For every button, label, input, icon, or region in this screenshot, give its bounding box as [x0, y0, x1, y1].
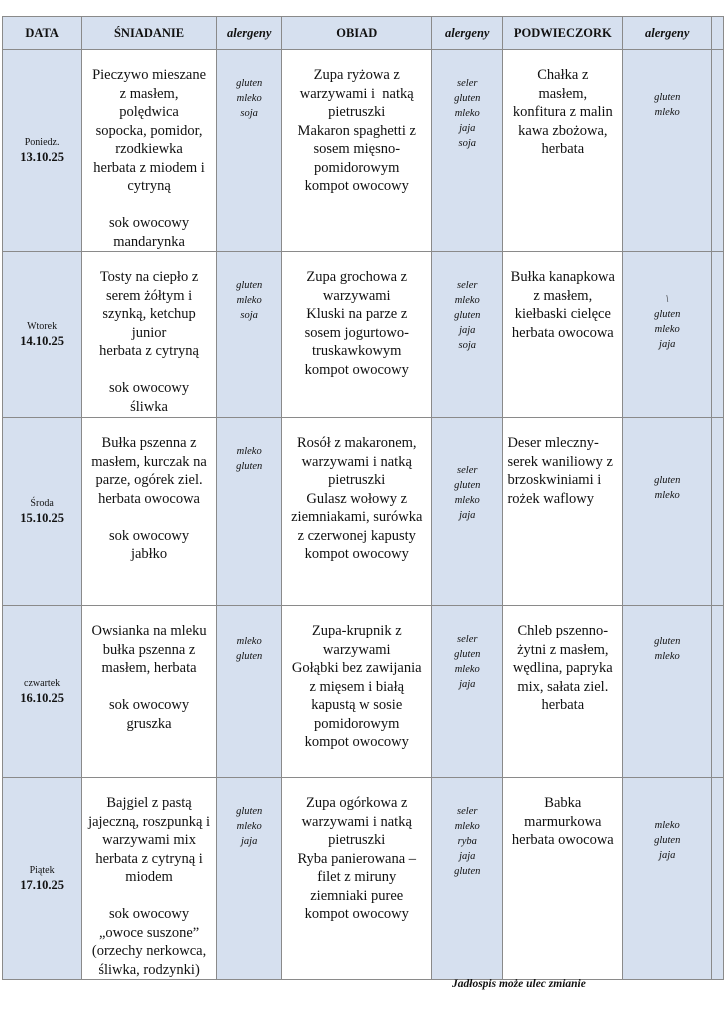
breakfast-allergens-cell: [216, 50, 282, 252]
snack-line: Chałka z: [537, 67, 589, 83]
header-snack-allergens: alergeny: [623, 17, 712, 50]
breakfast-line: Pieczywo mieszane: [92, 67, 207, 83]
breakfast-line: śliwka: [130, 398, 168, 415]
lunch-allergens-line: mleko: [454, 108, 480, 119]
lunch-allergens-line: mleko: [454, 295, 480, 306]
snack-line: z masłem,: [533, 287, 593, 304]
lunch-allergens-cell: [432, 50, 503, 252]
lunch-line: truskawkowym: [312, 343, 402, 359]
breakfast-line: śliwka, rodzynki): [98, 961, 200, 978]
lunch-allergens-line: jaja: [459, 851, 476, 862]
breakfast-allergens-cell: [216, 778, 282, 980]
breakfast-allergens-cell: [216, 252, 282, 418]
snack-line: serek waniliowy z: [507, 453, 613, 470]
snack-cell: [503, 778, 623, 980]
breakfast-line: sok owocowy: [108, 906, 190, 922]
day-name: Środa: [30, 497, 54, 509]
snack-line: herbata: [541, 697, 585, 713]
lunch-allergens-line: soja: [458, 340, 476, 351]
lunch-allergens-line: jaja: [459, 510, 476, 521]
breakfast-line: polędwica: [119, 104, 179, 120]
snack-allergens-cell: [623, 252, 712, 418]
header-extra-column: [712, 17, 724, 50]
breakfast-line: masłem, herbata: [101, 660, 197, 676]
snack-allergens-line: mleko: [654, 820, 680, 831]
lunch-line: Zupa grochowa z: [306, 269, 408, 285]
snack-allergens-line: mleko: [654, 651, 680, 662]
day-name: czwartek: [24, 677, 61, 689]
extra-column-cell: [712, 50, 724, 252]
lunch-line: Ryba panierowana –: [297, 850, 417, 867]
lunch-line: kompot owocowy: [304, 178, 409, 194]
breakfast-allergens-line: gluten: [236, 280, 263, 291]
snack-line: żytni z masłem,: [517, 641, 609, 658]
snack-line: konfitura z malin: [512, 104, 613, 120]
breakfast-allergens-line: gluten: [236, 651, 263, 662]
snack-line: wędlina, papryka: [512, 660, 613, 676]
lunch-line: kompot owocowy: [304, 546, 409, 562]
lunch-allergens-line: ryba: [457, 836, 477, 847]
breakfast-line: sok owocowy: [108, 697, 190, 713]
header-row: [3, 17, 724, 50]
extra-column-cell: [712, 778, 724, 980]
lunch-allergens-line: gluten: [454, 93, 481, 104]
header-lunch-allergens: alergeny: [432, 17, 503, 50]
snack-line: Bułka kanapkowa: [510, 269, 615, 285]
lunch-allergens-line: mleko: [454, 821, 480, 832]
lunch-line: ziemniaki puree: [310, 887, 404, 904]
day-name: Piątek: [29, 864, 55, 876]
snack-allergens-line: gluten: [654, 92, 681, 103]
breakfast-line: [82, 508, 216, 527]
breakfast-allergens-line: mleko: [236, 636, 262, 647]
lunch-line: warzywami: [322, 287, 391, 304]
lunch-line: Gulasz wołowy z: [306, 490, 408, 507]
header-breakfast-allergens: alergeny: [216, 17, 282, 50]
lunch-allergens-line: gluten: [454, 480, 481, 491]
breakfast-allergens-line: gluten: [236, 78, 263, 89]
snack-allergens-line: gluten: [654, 636, 681, 647]
snack-allergens-line: jaja: [659, 339, 676, 350]
lunch-allergens-cell: [432, 252, 503, 418]
lunch-line: z czerwonej kapusty: [297, 527, 416, 544]
breakfast-line: herbata z cytryną: [99, 343, 199, 359]
snack-allergens-line: gluten: [654, 475, 681, 486]
day-date: 15.10.25: [20, 510, 64, 525]
menu-change-note: Jadłospis może ulec zmianie: [452, 978, 586, 990]
snack-line: masłem,: [538, 85, 588, 102]
lunch-line: Makaron spaghetti z: [297, 122, 416, 139]
day-date: 17.10.25: [20, 877, 64, 892]
breakfast-allergens-line: jaja: [241, 836, 258, 847]
lunch-allergens-line: gluten: [454, 310, 481, 321]
lunch-allergens-line: seler: [457, 806, 478, 817]
breakfast-line: gruszka: [126, 715, 172, 732]
breakfast-allergens-line: soja: [240, 108, 258, 119]
breakfast-line: mandarynka: [113, 233, 185, 250]
lunch-line: pietruszki: [328, 832, 386, 848]
lunch-cell: [282, 50, 432, 252]
snack-allergens-line: gluten: [654, 835, 681, 846]
breakfast-cell: [82, 252, 217, 418]
snack-allergens-cell: [623, 50, 712, 252]
lunch-allergens-cell: [432, 606, 503, 778]
breakfast-line: Tosty na ciepło z: [99, 269, 199, 285]
lunch-allergens-cell: [432, 418, 503, 606]
breakfast-allergens-line: mleko: [236, 93, 262, 104]
extra-column-cell: [712, 606, 724, 778]
lunch-allergens-line: soja: [458, 138, 476, 149]
day-cell: [3, 418, 82, 606]
snack-line: rożek waflowy: [507, 490, 594, 507]
snack-cell: [503, 50, 623, 252]
snack-allergens-cell: [623, 606, 712, 778]
lunch-allergens-line: jaja: [459, 325, 476, 336]
breakfast-line: sopocka, pomidor,: [95, 122, 203, 139]
breakfast-cell: [82, 606, 217, 778]
breakfast-line: sok owocowy: [108, 527, 190, 544]
weekly-menu-table: [2, 16, 724, 980]
lunch-cell: [282, 418, 432, 606]
breakfast-line: jajeczną, roszpunką i: [88, 813, 211, 830]
breakfast-line: [82, 678, 216, 697]
breakfast-allergens-cell: [216, 606, 282, 778]
lunch-allergens-line: jaja: [459, 123, 476, 134]
lunch-line: ziemniakami, surówka: [291, 509, 423, 525]
lunch-line: warzywami i natką: [301, 453, 412, 470]
lunch-line: Gołąbki bez zawijania: [291, 660, 422, 676]
breakfast-line: rzodkiewka: [115, 141, 183, 157]
day-date: 16.10.25: [20, 690, 64, 705]
lunch-line: Kluski na parze z: [306, 306, 408, 322]
breakfast-allergens-cell: [216, 418, 282, 606]
breakfast-allergens-line: mleko: [236, 821, 262, 832]
breakfast-allergens-line: gluten: [236, 806, 263, 817]
snack-line: herbata owocowa: [511, 324, 614, 341]
breakfast-line: masłem, kurczak na: [91, 453, 207, 470]
snack-cell: [503, 418, 623, 606]
breakfast-line: herbata z miodem i: [93, 159, 205, 176]
breakfast-line: miodem: [125, 869, 173, 885]
lunch-line: Zupa ogórkowa z: [306, 795, 408, 811]
lunch-line: warzywami i natką: [301, 813, 412, 830]
day-cell: [3, 778, 82, 980]
lunch-line: kompot owocowy: [304, 361, 409, 378]
lunch-cell: [282, 606, 432, 778]
lunch-line: sosem jogurtowo-: [304, 324, 409, 341]
day-cell: [3, 252, 82, 418]
lunch-line: pomidorowym: [314, 715, 400, 732]
breakfast-line: „owoce suszone”: [98, 924, 200, 941]
breakfast-allergens-line: mleko: [236, 295, 262, 306]
breakfast-line: (orzechy nerkowca,: [91, 943, 207, 959]
lunch-line: z mięsem i białą: [309, 678, 405, 695]
lunch-line: Rosół z makaronem,: [296, 435, 417, 451]
breakfast-line: sok owocowy: [108, 215, 190, 231]
snack-line: Chleb pszenno-: [517, 623, 609, 639]
breakfast-line: szynką, ketchup: [102, 306, 196, 322]
header-snack: PODWIECZORK: [503, 17, 623, 50]
breakfast-cell: [82, 50, 217, 252]
snack-line: kawa zbożowa,: [518, 122, 608, 139]
lunch-line: warzywami: [322, 641, 391, 658]
breakfast-allergens-line: gluten: [236, 461, 263, 472]
extra-column-cell: [712, 252, 724, 418]
lunch-allergens-line: seler: [457, 78, 478, 89]
breakfast-line: [82, 196, 216, 215]
day-row: [3, 606, 724, 778]
breakfast-line: warzywami mix: [102, 832, 196, 848]
breakfast-line: Owsianka na mleku: [91, 623, 207, 639]
breakfast-line: herbata owocowa: [98, 490, 200, 507]
snack-line: herbata: [541, 141, 585, 157]
day-row: [3, 418, 724, 606]
day-row: [3, 252, 724, 418]
breakfast-line: Bajgiel z pastą: [106, 795, 192, 811]
lunch-allergens-line: seler: [457, 280, 478, 291]
breakfast-line: [82, 361, 216, 380]
snack-cell: [503, 606, 623, 778]
breakfast-line: junior: [131, 324, 167, 341]
lunch-line: filet z miruny: [317, 869, 397, 885]
header-date: DATA: [3, 17, 82, 50]
lunch-cell: [282, 252, 432, 418]
snack-allergens-cell: [623, 778, 712, 980]
day-date: 13.10.25: [20, 149, 64, 164]
snack-allergens-line: mleko: [654, 107, 680, 118]
day-date: 14.10.25: [20, 333, 64, 348]
header-lunch: OBIAD: [282, 17, 432, 50]
day-name: Wtorek: [27, 320, 58, 332]
day-row: [3, 778, 724, 980]
lunch-line: Zupa-krupnik z: [311, 623, 402, 639]
lunch-allergens-line: gluten: [454, 866, 481, 877]
breakfast-line: jabłko: [130, 546, 168, 562]
lunch-line: kapustą w sosie: [311, 697, 403, 713]
lunch-line: Zupa ryżowa z: [313, 67, 400, 83]
breakfast-line: Bułka pszenna z: [101, 435, 197, 451]
lunch-allergens-line: gluten: [454, 649, 481, 660]
snack-line: herbata owocowa: [511, 832, 614, 848]
breakfast-cell: [82, 418, 217, 606]
snack-line: marmurkowa: [524, 813, 602, 830]
breakfast-line: parze, ogórek ziel.: [95, 472, 203, 488]
lunch-line: kompot owocowy: [304, 906, 409, 922]
breakfast-line: cytryną: [127, 178, 171, 194]
lunch-line: warzywami i natką: [299, 85, 414, 102]
snack-allergens-line: mleko: [654, 490, 680, 501]
header-breakfast: ŚNIADANIE: [82, 17, 217, 50]
day-cell: [3, 50, 82, 252]
snack-allergens-line: jaja: [659, 850, 676, 861]
breakfast-allergens-line: mleko: [236, 446, 262, 457]
lunch-line: pietruszki: [328, 472, 386, 488]
extra-column-cell: [712, 418, 724, 606]
breakfast-line: sok owocowy: [108, 380, 190, 396]
lunch-cell: [282, 778, 432, 980]
lunch-allergens-line: seler: [457, 465, 478, 476]
snack-allergens-line: gluten: [654, 309, 681, 320]
day-name: Poniedz.: [24, 136, 60, 148]
lunch-allergens-line: mleko: [454, 495, 480, 506]
breakfast-cell: [82, 778, 217, 980]
breakfast-line: bułka pszenna z: [102, 641, 196, 658]
breakfast-line: [82, 887, 216, 906]
snack-line: Deser mleczny-: [507, 435, 599, 451]
lunch-line: pietruszki: [328, 104, 386, 120]
breakfast-line: z masłem,: [119, 85, 179, 102]
lunch-allergens-line: seler: [457, 634, 478, 645]
breakfast-line: herbata z cytryną i: [95, 850, 203, 867]
snack-line: Babka: [544, 795, 582, 811]
lunch-line: pomidorowym: [314, 159, 400, 176]
breakfast-line: serem żółtym i: [105, 287, 193, 304]
snack-allergens-line: \: [665, 294, 669, 305]
day-cell: [3, 606, 82, 778]
lunch-line: sosem mięsno-: [313, 141, 401, 157]
lunch-allergens-line: jaja: [459, 679, 476, 690]
snack-allergens-cell: [623, 418, 712, 606]
snack-line: brzoskwiniami i: [507, 472, 602, 488]
snack-line: mix, sałata ziel.: [517, 678, 609, 695]
snack-cell: [503, 252, 623, 418]
day-row: [3, 50, 724, 252]
snack-allergens-line: mleko: [654, 324, 680, 335]
lunch-allergens-cell: [432, 778, 503, 980]
lunch-line: kompot owocowy: [304, 734, 409, 750]
snack-line: kiełbaski cielęce: [514, 306, 611, 322]
lunch-allergens-line: mleko: [454, 664, 480, 675]
breakfast-allergens-line: soja: [240, 310, 258, 321]
